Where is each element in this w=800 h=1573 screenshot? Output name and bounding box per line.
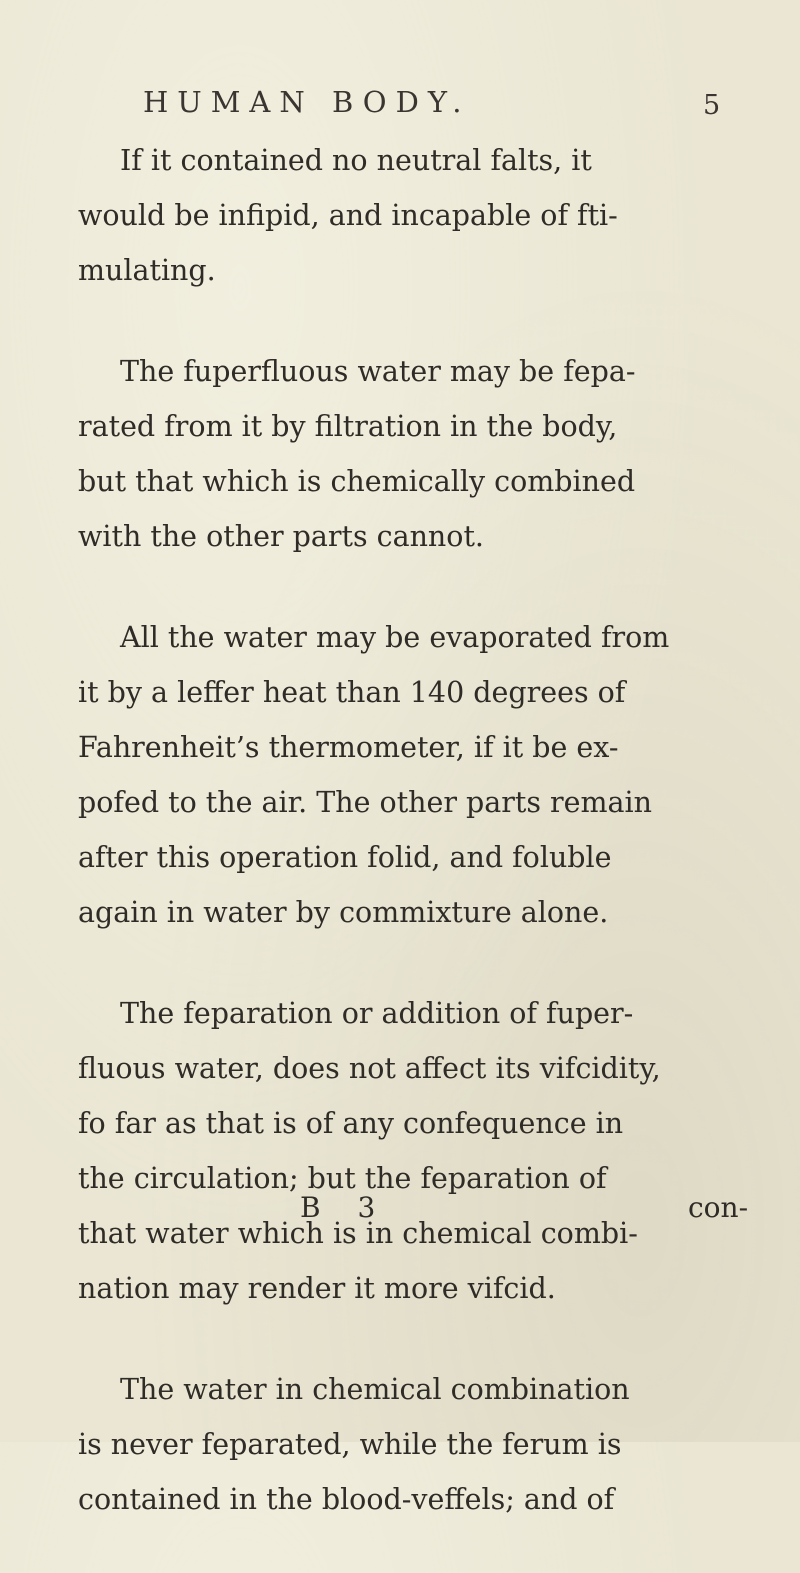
paragraph-1 <box>78 133 778 298</box>
text-line: If it contained no neutral falts, it <box>120 144 592 177</box>
text-line: the circulation; but the feparation of <box>78 1162 607 1195</box>
paragraph-4 <box>78 986 778 1316</box>
text-line: contained in the blood-veffels; and of <box>78 1483 615 1516</box>
text-line: fluous water, does not affect its vifcidity, <box>78 1052 661 1085</box>
running-head <box>0 82 800 132</box>
text-line: that water which is in chemical combi- <box>78 1217 638 1250</box>
text-line: would be infipid, and incapable of fti- <box>78 199 618 232</box>
page-footer <box>0 1188 800 1238</box>
text-line: again in water by commixture alone. <box>78 896 609 929</box>
text-line: rated from it by filtration in the body, <box>78 410 618 443</box>
text-line: is never feparated, while the ferum is <box>78 1428 622 1461</box>
paragraph-3 <box>78 610 778 940</box>
text-line: mulating. <box>78 254 216 287</box>
body-text <box>78 133 778 1573</box>
paragraph-5 <box>78 1362 778 1527</box>
text-line: fo far as that is of any confequence in <box>78 1107 624 1140</box>
text-line: Fahrenheit’s thermometer, if it be ex- <box>78 731 619 764</box>
text-line: The water in chemical combination <box>120 1373 630 1406</box>
running-title: HUMAN BODY. <box>143 85 471 119</box>
paragraph-2 <box>78 344 778 564</box>
text-line: pofed to the air. The other parts remain <box>78 786 653 819</box>
catchword: con- <box>688 1191 749 1224</box>
signature-mark: B 3 <box>300 1191 390 1224</box>
text-line: The feparation or addition of fuper- <box>120 997 634 1030</box>
text-line: but that which is chemically combined <box>78 465 636 498</box>
text-line: it by a leffer heat than 140 degrees of <box>78 676 626 709</box>
text-line: All the water may be evaporated from <box>120 621 670 654</box>
text-line: after this operation folid, and foluble <box>78 841 612 874</box>
text-line: nation may render it more vifcid. <box>78 1272 556 1305</box>
page-number: 5 <box>703 90 721 121</box>
text-line: with the other parts cannot. <box>78 520 484 553</box>
text-line: The fuperfluous water may be fepa- <box>120 355 636 388</box>
